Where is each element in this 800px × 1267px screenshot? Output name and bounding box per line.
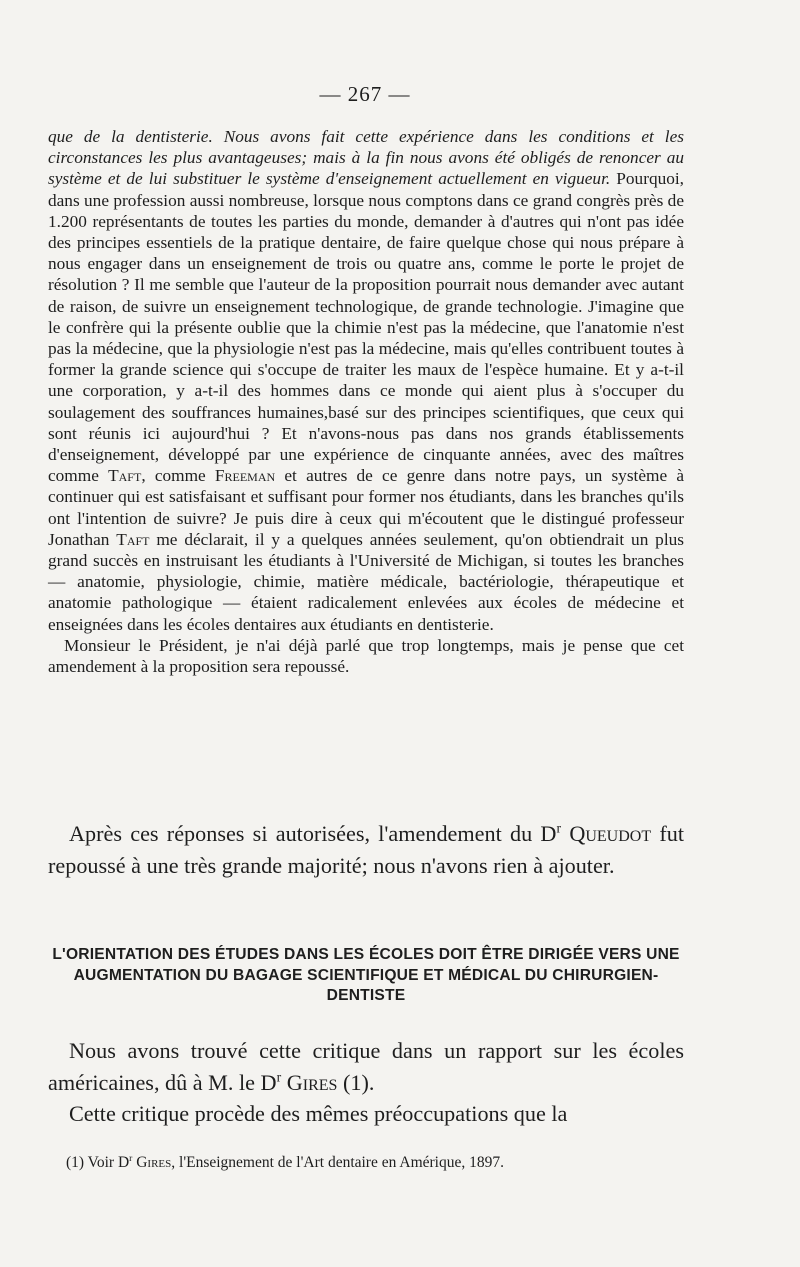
person-name: Freeman [214,466,276,486]
person-name: Queudot [569,821,652,846]
section-heading: L'ORIENTATION DES ÉTUDES DANS LES ÉCOLES DOIT ÊTRE DIRIGÉE VERS UNE AUGMENTATION DU BAGAGE SCIENTIFIQUE ET MÉDICAL DU CHIRURGIEN-DENTISTE [52,946,680,1004]
footnote-text: , l'Enseignement de l'Art dentaire en Amérique, 1897. [171,1154,504,1171]
quote-text: et autres de ce genre dans notre pays, un système à continuer qui est satisfaisant et suffisant pour former nos étudiants, dans les branches qu'ils ont l'intention de suivre? Je puis dire à ceux qui m'écoutent que le distingué professeur Jonathan [48,466,685,549]
quote-text: Pourquoi, dans une profession aussi nombreuse, lorsque nous comptons dans ce grand congrès près de 1.200 représentants de toutes les parties du monde, demander à d'autres qui n'ont pas idée des principes essentiels de la pratique dentaire, de faire quelque chose qui nous prépare à nous engager dans un enseignement de trois ou quatre ans, comme le porte le projet de résolution ? Il me semble que l'auteur de la proposition pourrait nous demander avec autant de raison, de suivre un enseignement technologique, de grande technologie. J'imagine que le confrère qui la présente oublie que la chimie n'est pas la médecine, que l'anatomie n'est pas la médecine, que la physiologie n'est pas la médecine, mais qu'elles contribuent toutes à former la grande science qui s'occupe de traiter les maux de l'espèce humaine. Et y a-t-il une corporation, y a-t-il des hommes dans ce monde qui aient plus à s'occuper du soulagement des souffrances humaines,basé sur des principes scientifiques, que ceux qui sont réunis ici aujourd'hui ? Et n'avons-nous pas dans nos grands établissements d'enseignement, développé par une expérience de cinquante années, avec des maîtres comme [48,169,684,486]
body-paragraph [48,1035,684,1098]
superscript: r [276,1069,282,1085]
body-text-run: (1). [337,1069,375,1095]
page-number: — 267 — [319,82,411,106]
person-name: Taft [108,466,142,486]
footnote-text: (1) Voir D [66,1154,130,1171]
quote-text: me déclarait, il y a quelques années seulement, qu'on obtiendrait un plus grand succès en instruisant les étudiants à l'Université de Michigan, si toutes les branches — anatomie, physiologie, chimie, matière médicale, bactériologie, thérapeutique et anatomie pathologique — étaient radicalement enlevées aux écoles de médecine et enseignées dans les écoles dentaires aux étudiants en dentisterie. [48,529,684,634]
person-name: Taft [116,529,150,549]
superscript: r [556,820,562,836]
body-text-run: Après ces réponses si autorisées, l'amendement du D [69,821,557,846]
person-name: Gires [286,1069,338,1095]
body-text-run: fut repoussé à une très grande majorité; nous n'avons rien à ajouter. [48,821,685,878]
body-paragraph: Cette critique procède des mêmes préoccupations que la [69,1101,568,1126]
superscript: r [129,1152,133,1164]
quote-italic-text: que de la dentisterie. Nous avons fait cette expérience dans les conditions et les circonstances les plus avantageuses; mais à la fin nous avons été obligés de renoncer au système et de lui substituer le système d'enseignement actuellement en vigueur. [48,127,684,189]
body-text [48,1035,684,1130]
person-name: Gires [136,1154,172,1171]
body-paragraph [48,818,684,881]
quote-text: , comme [141,466,215,486]
quote-paragraph [48,126,684,635]
quoted-speech [48,126,684,677]
body-text-run: Nous avons trouvé cette critique dans un rapport sur les écoles américaines, dû à M. le D [48,1038,684,1095]
body-text [48,818,684,881]
quote-paragraph: Monsieur le Président, je n'ai déjà parlé que trop longtemps, mais je pense que cet amendement à la proposition sera repoussé. [48,635,684,677]
footnote [66,1153,706,1173]
